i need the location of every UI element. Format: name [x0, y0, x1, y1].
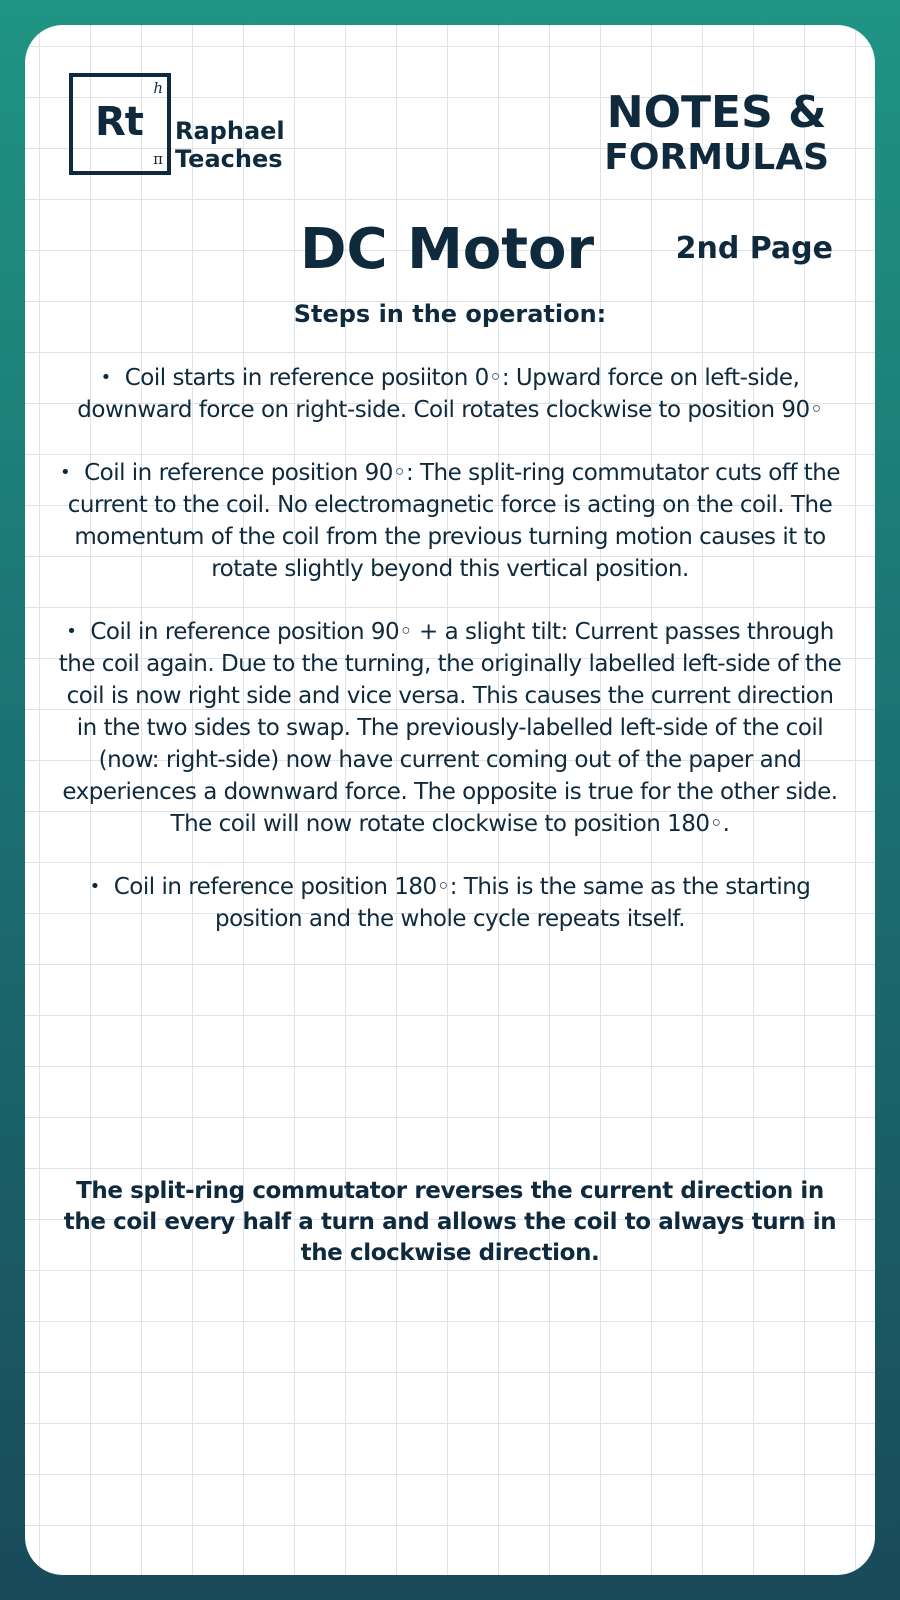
steps-list	[55, 362, 845, 966]
step-text: Coil in reference position 90◦ + a slight tilt: Current passes through the coil again. Due to the turning, the originally labelled left-side of the coil is now right side and vice versa. This causes the current direction in the two sides to swap. The previously-labelled left-side of the coil (now: right-side) now have current coming out of the paper and experiences a downward force. The opposite is true for the other side. The coil will now rotate clockwise to position 180◦.	[58, 619, 842, 837]
notes-title-line2: FORMULAS	[604, 137, 829, 178]
logo-subscript: π	[153, 150, 163, 168]
bullet-icon: •	[89, 876, 100, 897]
bullet-icon: •	[59, 462, 71, 483]
step-item	[55, 871, 845, 935]
logo-mark	[69, 73, 171, 175]
step-item	[55, 362, 845, 426]
step-item	[55, 457, 845, 585]
brand-name-line1: Raphael	[175, 117, 285, 145]
notes-card	[25, 25, 875, 1575]
summary-note: The split-ring commutator reverses the current direction in the coil every half a turn and allows the coil to always turn in the clockwise direction.	[63, 1178, 837, 1266]
brand-name	[175, 117, 285, 173]
brand-name-line2: Teaches	[175, 145, 283, 173]
notes-formulas-title	[604, 89, 829, 179]
bullet-icon: •	[66, 621, 77, 642]
page-title: DC Motor	[300, 217, 595, 282]
step-text: Coil starts in reference posiiton 0◦: Upward force on left-side, downward force on right-side. Coil rotates clockwise to position 90◦	[77, 365, 823, 423]
logo-initials: Rt	[95, 99, 143, 145]
logo-superscript: h	[153, 79, 163, 97]
step-text: Coil in reference position 90◦: The split-ring commutator cuts off the current to the coil. No electromagnetic force is acting on the coil. The momentum of the coil from the previous turning motion causes it to rotate slightly beyond this vertical position.	[67, 460, 841, 582]
step-text: Coil in reference position 180◦: This is the same as the starting position and the whole cycle repeats itself.	[113, 874, 811, 932]
bullet-icon: •	[100, 367, 111, 388]
steps-heading: Steps in the operation:	[293, 300, 607, 328]
notes-title-line1: NOTES &	[606, 87, 827, 138]
brand-logo	[69, 73, 285, 175]
page-number-label: 2nd Page	[675, 231, 833, 266]
step-item	[55, 616, 845, 840]
